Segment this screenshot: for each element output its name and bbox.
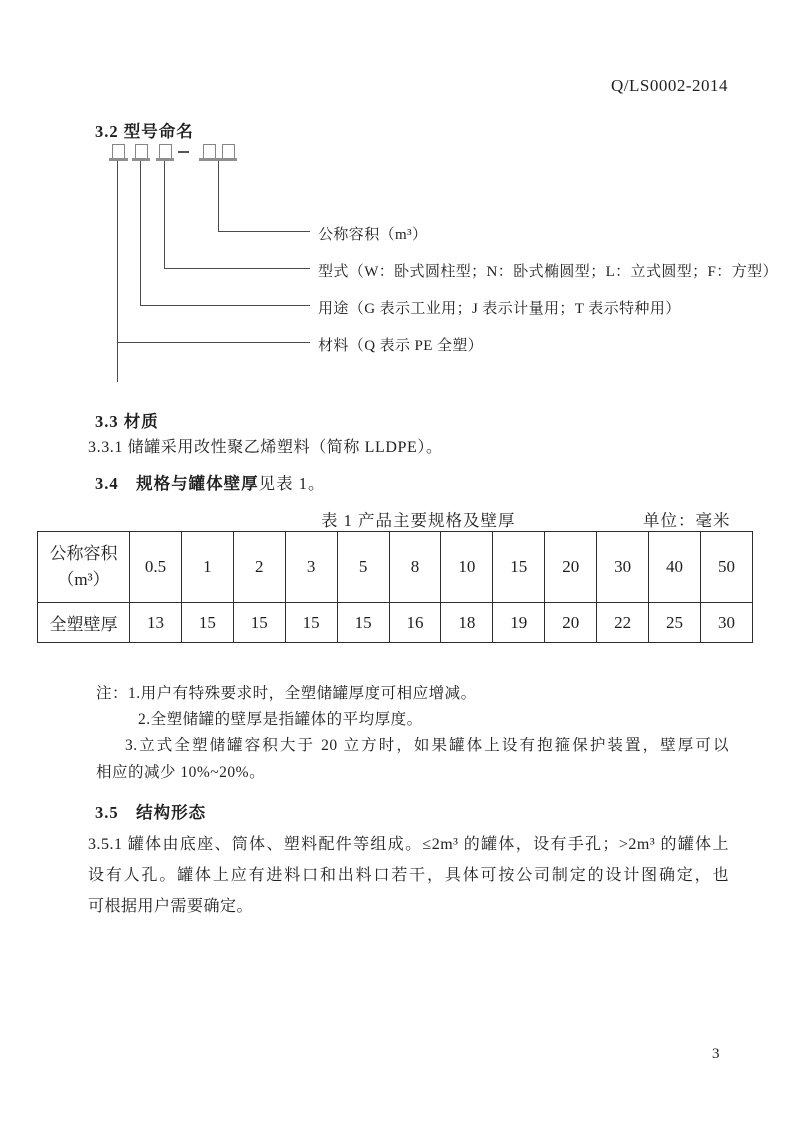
capacity-cell: 40 <box>649 532 701 603</box>
leader-hline-type <box>164 268 310 269</box>
model-code-dash <box>178 151 189 153</box>
leader-hline-material <box>117 342 310 343</box>
capacity-cell: 30 <box>597 532 649 603</box>
table-title: 表 1 产品主要规格及壁厚 <box>321 511 516 530</box>
table-header-capacity-line2: （m³） <box>57 570 110 589</box>
leader-vline-type <box>164 161 165 269</box>
underbar-1 <box>109 158 128 161</box>
table-row-capacity <box>38 532 753 603</box>
paragraph-3-3-1: 3.3.1 储罐采用改性聚乙烯塑料（简称 LLDPE）。 <box>88 439 443 456</box>
note-line-3: 3.立式全塑储罐容积大于 20 立方时，如果罐体上设有抱箍保护装置，壁厚可以 <box>125 737 729 754</box>
capacity-cell: 2 <box>233 532 285 603</box>
heading-3-4-bold: 3.4 规格与罐体壁厚 <box>95 474 259 493</box>
heading-3-3: 3.3 材质 <box>95 412 159 431</box>
heading-3-5: 3.5 结构形态 <box>95 803 207 822</box>
leader-hline-capacity <box>218 231 310 232</box>
thickness-cell: 16 <box>389 603 441 643</box>
diagram-label-type: 型式（W：卧式圆柱型；N：卧式椭圆型；L：立式圆型；F：方型） <box>318 264 778 280</box>
paragraph-3-5-1-line2: 设有人孔。罐体上应有进料口和出料口若干，具体可按公司制定的设计图确定，也 <box>88 867 729 884</box>
table-unit-label: 单位：毫米 <box>643 511 731 530</box>
heading-3-4-rest: 见表 1。 <box>258 474 326 493</box>
thickness-cell: 30 <box>700 603 752 643</box>
diagram-label-material: 材料（Q 表示 PE 全塑） <box>318 338 484 354</box>
diagram-label-capacity: 公称容积（m³） <box>318 227 428 243</box>
leader-hline-usage <box>140 305 310 306</box>
thickness-cell: 15 <box>181 603 233 643</box>
capacity-cell: 8 <box>389 532 441 603</box>
thickness-cell: 13 <box>130 603 182 643</box>
thickness-cell: 15 <box>285 603 337 643</box>
thickness-cell: 25 <box>649 603 701 643</box>
table-row-thickness <box>38 603 753 643</box>
thickness-cell: 20 <box>545 603 597 643</box>
leader-vline-material <box>117 161 118 382</box>
capacity-cell: 0.5 <box>130 532 182 603</box>
page-number: 3 <box>712 1046 720 1062</box>
thickness-cell: 22 <box>597 603 649 643</box>
capacity-cell: 15 <box>493 532 545 603</box>
thickness-cell: 15 <box>337 603 389 643</box>
paragraph-3-5-1-line3: 可根据用户需要确定。 <box>88 898 254 915</box>
thickness-cell: 19 <box>493 603 545 643</box>
diagram-label-usage: 用途（G 表示工业用；J 表示计量用；T 表示特种用） <box>318 301 681 317</box>
table-header-capacity <box>38 532 130 603</box>
capacity-cell: 3 <box>285 532 337 603</box>
paragraph-3-5-1-line1: 3.5.1 罐体由底座、筒体、塑料配件等组成。≤2m³ 的罐体，设有手孔；>2m³ 的罐体上 <box>88 836 729 853</box>
heading-3-4 <box>95 470 326 494</box>
table-header-capacity-line1: 公称容积 <box>49 544 118 563</box>
note-line-1: 注：1.用户有特殊要求时，全塑储罐厚度可相应增减。 <box>96 685 477 702</box>
note-line-2: 2.全塑储罐的壁厚是指罐体的平均厚度。 <box>138 711 423 728</box>
note-line-4: 相应的减少 10%~20%。 <box>96 764 266 781</box>
thickness-cell: 18 <box>441 603 493 643</box>
capacity-cell: 5 <box>337 532 389 603</box>
doc-code: Q/LS0002-2014 <box>611 76 728 95</box>
table-header-thickness: 全塑壁厚 <box>38 603 130 643</box>
capacity-cell: 1 <box>181 532 233 603</box>
capacity-cell: 10 <box>441 532 493 603</box>
leader-vline-capacity <box>218 161 219 232</box>
spec-table <box>37 531 753 643</box>
thickness-cell: 15 <box>233 603 285 643</box>
heading-3-2: 3.2 型号命名 <box>95 122 194 141</box>
leader-vline-usage <box>140 161 141 306</box>
capacity-cell: 50 <box>700 532 752 603</box>
capacity-cell: 20 <box>545 532 597 603</box>
